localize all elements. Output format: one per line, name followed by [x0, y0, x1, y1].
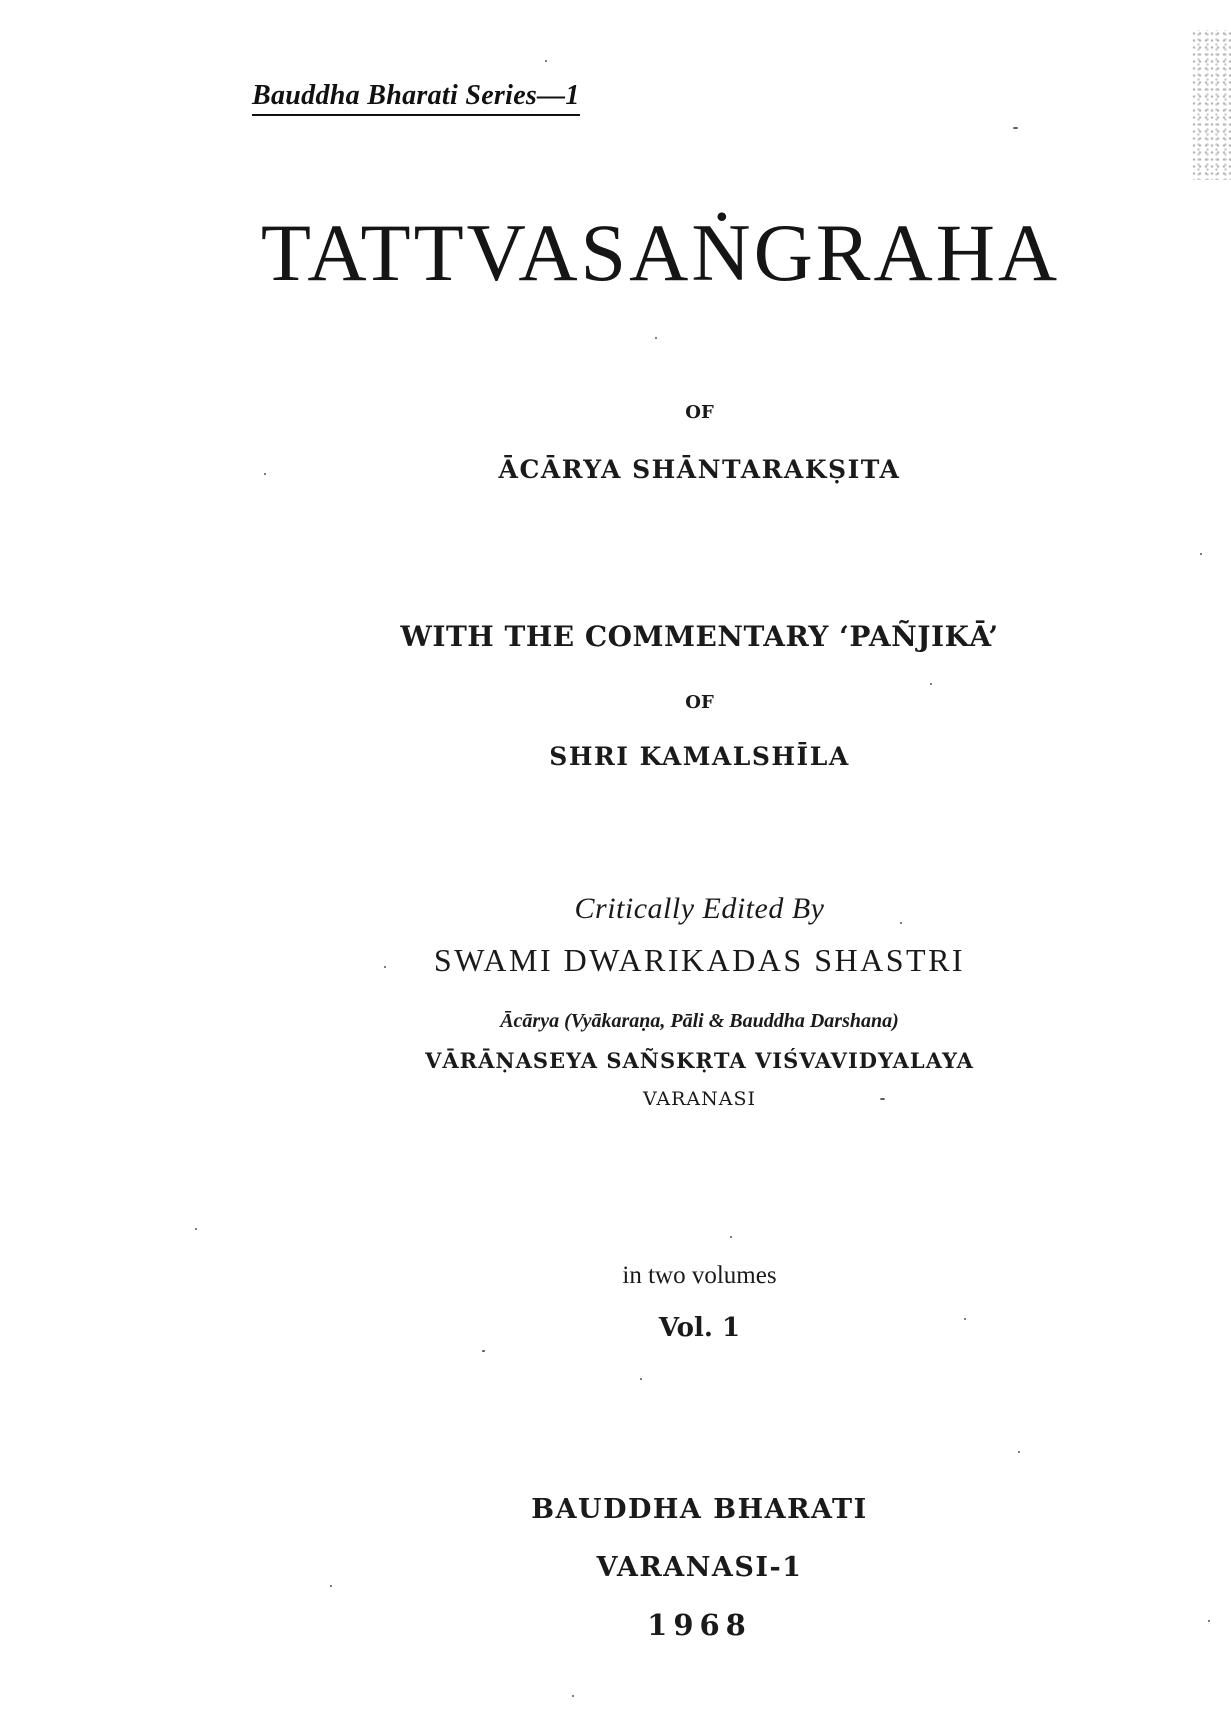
author-name: ĀCĀRYA SHĀNTARAKṢITA [498, 455, 901, 484]
scan-speck [730, 1236, 732, 1238]
volumes-note: in two volumes [622, 1262, 777, 1289]
scan-edge-noise [1191, 30, 1231, 180]
scan-speck [384, 966, 386, 968]
scan-speck [330, 1585, 332, 1587]
scan-speck [1013, 127, 1018, 129]
publication-year: 1968 [647, 1608, 752, 1642]
volume-number: Vol. 1 [658, 1313, 741, 1343]
scan-speck [545, 60, 547, 62]
scan-speck [1200, 553, 1202, 555]
scan-speck [482, 1350, 485, 1352]
scan-speck [930, 683, 932, 685]
scan-speck [572, 1695, 574, 1697]
commentary-line: WITH THE COMMENTARY ‘PAÑJIKĀ’ [400, 620, 999, 653]
publisher-name: BAUDDHA BHARATI [531, 1494, 868, 1525]
scan-speck [1208, 1620, 1210, 1622]
scan-speck [900, 922, 902, 924]
book-title: TATTVASAṄGRAHA [260, 207, 1061, 298]
scan-speck [195, 1228, 197, 1230]
scan-speck [655, 337, 657, 339]
editor-credentials: Ācārya (Vyākaraṇa, Pāli & Bauddha Darshana) [500, 1010, 899, 1032]
university-city: VARANASI [642, 1088, 757, 1110]
scan-speck [640, 1378, 642, 1380]
edited-by-label: Critically Edited By [574, 892, 825, 925]
of-label-commentator: OF [685, 692, 714, 713]
publisher-city: VARANASI-1 [596, 1552, 803, 1583]
scan-speck [964, 1318, 966, 1320]
commentator-name: SHRI KAMALSHĪLA [549, 742, 850, 771]
editor-name: SWAMI DWARIKADAS SHASTRI [433, 942, 966, 978]
of-label-author: OF [685, 402, 714, 423]
university-name: VĀRĀṆASEYA SAÑSKṚTA VIŚVAVIDYALAYA [425, 1048, 974, 1073]
series-label: Bauddha Bharati Series—1 [252, 80, 580, 116]
scan-speck [1018, 1451, 1020, 1453]
scan-speck [264, 473, 266, 475]
scan-speck [880, 1098, 885, 1100]
